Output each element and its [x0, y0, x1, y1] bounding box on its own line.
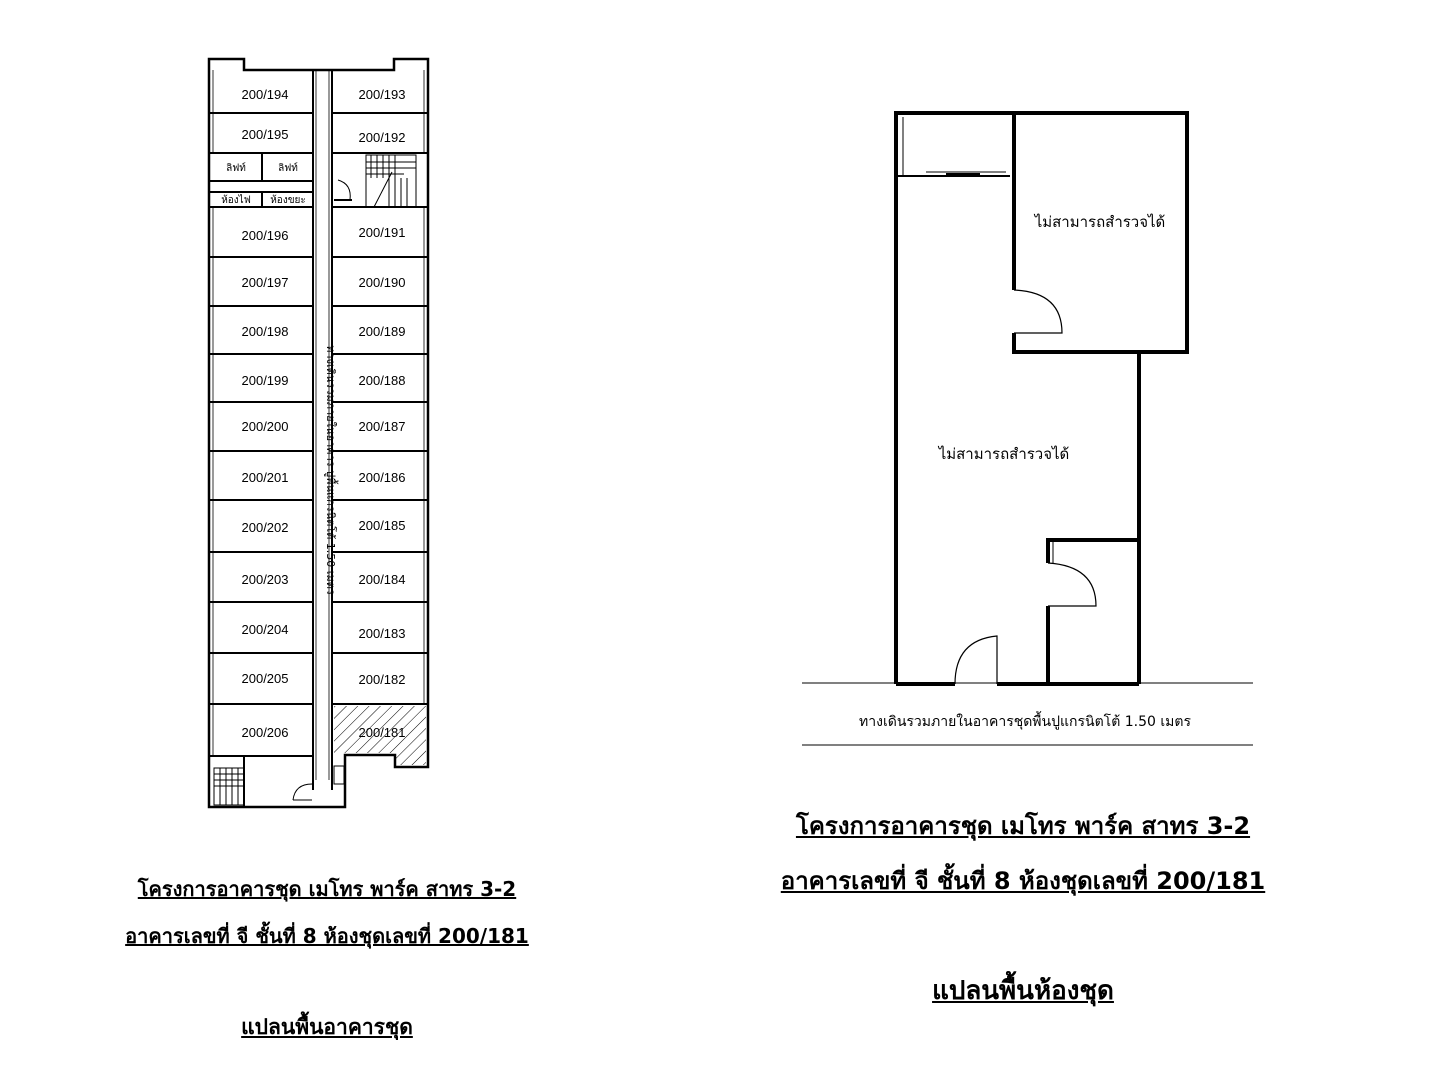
stair-top	[334, 155, 416, 207]
left-caption-title: แปลนพื้นอาคารชุด	[241, 1015, 413, 1039]
unit-label: 200/197	[241, 275, 289, 290]
stair-bottom	[214, 755, 345, 807]
left-caption-unit: อาคารเลขที่ จี ชั้นที่ 8 ห้องชุดเลขที่ 200/181	[125, 924, 529, 948]
unit-floor-plan	[802, 113, 1253, 745]
corridor-label: ทางเดินรวมภายในอาคารชุดพื้นปูแกรนิตโต้ 1.50 เมตร	[859, 714, 1191, 730]
unit-label: 200/193	[358, 87, 406, 102]
lift-label: ลิฟท์	[278, 163, 298, 174]
unit-label: 200/182	[358, 672, 406, 687]
unit-label: 200/203	[241, 572, 289, 587]
unit-label: 200/198	[241, 324, 289, 339]
room-label: ไม่สามารถสำรวจได้	[1034, 213, 1166, 231]
left-unit-labels	[242, 87, 289, 740]
lift-label: ลิฟท์	[226, 163, 246, 174]
unit-label: 200/183	[358, 626, 406, 641]
unit-label: 200/192	[358, 130, 406, 145]
right-caption-title: แปลนพื้นห้องชุด	[932, 976, 1114, 1006]
left-unit-dividers	[209, 113, 313, 756]
unit-label: 200/195	[241, 127, 289, 142]
unit-label: 200/191	[358, 225, 406, 240]
unit-label: 200/201	[241, 470, 289, 485]
right-unit-dividers	[332, 113, 428, 704]
corridor-label: ทางเดินรวมภายในอาคาร ปูพื้นแกรนิตโต้ 1.50 เมตร	[324, 345, 337, 595]
garbage-room-label: ห้องขยะ	[270, 195, 306, 206]
unit-label: 200/205	[241, 671, 289, 686]
unit-label: 200/206	[241, 725, 289, 740]
unit-label: 200/185	[358, 518, 406, 533]
left-caption-project: โครงการอาคารชุด เมโทร พาร์ค สาทร 3-2	[137, 877, 517, 901]
unit-label: 200/181	[358, 725, 406, 740]
unit-label: 200/202	[241, 520, 289, 535]
unit-label: 200/184	[358, 572, 406, 587]
unit-label: 200/189	[358, 324, 406, 339]
unit-label: 200/194	[241, 87, 289, 102]
room-label: ไม่สามารถสำรวจได้	[938, 445, 1070, 463]
right-caption-unit: อาคารเลขที่ จี ชั้นที่ 8 ห้องชุดเลขที่ 200/181	[780, 867, 1266, 895]
unit-label: 200/196	[241, 228, 289, 243]
unit-label: 200/200	[241, 419, 289, 434]
right-caption-project: โครงการอาคารชุด เมโทร พาร์ค สาทร 3-2	[795, 812, 1251, 840]
unit-label: 200/187	[358, 419, 406, 434]
unit-label: 200/190	[358, 275, 406, 290]
unit-label: 200/188	[358, 373, 406, 388]
unit-label: 200/199	[241, 373, 289, 388]
unit-label: 200/204	[241, 622, 289, 637]
electrical-room-label: ห้องไฟ	[221, 195, 251, 206]
unit-label: 200/186	[358, 470, 406, 485]
